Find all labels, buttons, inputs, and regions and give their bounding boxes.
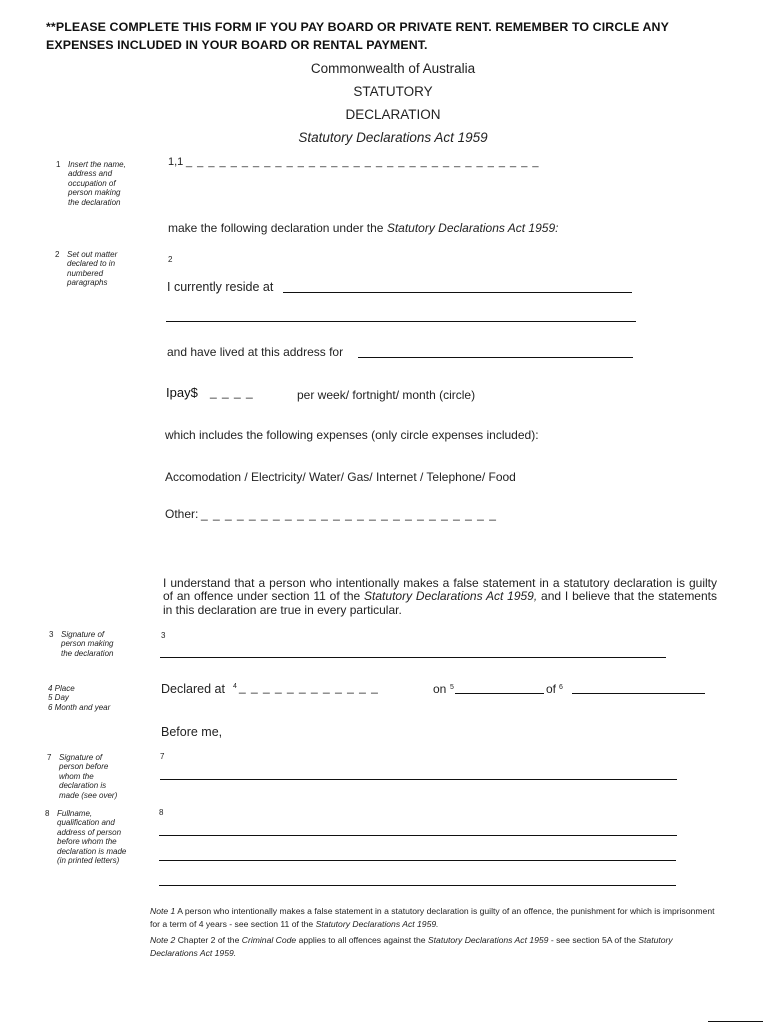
reside-field-line-2[interactable] (166, 321, 636, 322)
sidenote-2-number: 2 (55, 250, 60, 259)
sidenote-4-6 (48, 684, 138, 712)
sidenote-1-number: 1 (56, 160, 61, 169)
lived-label: and have lived at this address for (167, 345, 344, 359)
note-2-text-c: - see section 5A of the (550, 935, 636, 945)
sidenote-8 (45, 809, 131, 866)
note-2-text-a: Chapter 2 of the (177, 935, 240, 945)
declared-at-label: Declared at (161, 682, 225, 696)
sidenote-4-place: 4 Place (48, 684, 75, 693)
name-field[interactable]: _ _ _ _ _ _ _ _ _ _ _ _ _ _ _ _ _ _ _ _ _ _ _ _ _ _ _ _ _ _ _ _ (186, 156, 540, 168)
header-commonwealth: Commonwealth of Australia (310, 61, 476, 76)
day-field-line[interactable] (455, 693, 544, 694)
marker-2: 2 (168, 255, 173, 264)
sidenote-7 (47, 753, 125, 800)
sidenote-8-number: 8 (45, 809, 50, 818)
note-2-act: Statutory Declarations Act 1959 (427, 935, 549, 945)
pay-label: Ipay$ (166, 385, 198, 400)
note-2-act-2: Statutory Declarations Act 1959. (150, 935, 673, 958)
page-corner-rule (708, 1021, 763, 1022)
sidenote-1-text: Insert the name, address and occupation of person making the declaration (68, 160, 126, 207)
understanding-paragraph (163, 577, 717, 617)
understanding-act: Statutory Declarations Act 1959, (364, 589, 538, 604)
witness-signature-line[interactable] (160, 779, 677, 780)
note-1-act: Statutory Declarations Act 1959. (315, 919, 439, 929)
sidenote-7-text: Signature of person before whom the declaration is made (see over) (59, 753, 118, 800)
declaration-intro (168, 221, 558, 235)
header-act: Statutory Declarations Act 1959 (298, 130, 488, 145)
understanding-text-2: and I believe that the statements in this declaration are true in every particular. (163, 589, 717, 617)
witness-details-line-1[interactable] (159, 835, 677, 836)
sidenote-3-text: Signature of person making the declaration (61, 630, 114, 658)
sidenote-3-number: 3 (49, 630, 54, 639)
of-label: of (546, 682, 557, 696)
declaration-intro-text: make the following declaration under the (168, 221, 384, 235)
declared-place-field[interactable]: _ _ _ _ _ _ _ _ _ _ _ _ (239, 680, 379, 694)
other-label: Other: (165, 507, 199, 521)
marker-8: 8 (159, 808, 164, 817)
reside-field-line-1[interactable] (283, 292, 632, 293)
pay-amount-field[interactable]: _ _ _ _ (210, 385, 254, 399)
note-2-label: Note 2 (150, 935, 176, 945)
sidenote-5-day: 5 Day (48, 693, 69, 703)
note-2 (150, 934, 716, 960)
on-label: on (433, 682, 447, 696)
expenses-intro: which includes the following expenses (only circle expenses included): (165, 428, 539, 442)
witness-details-line-2[interactable] (159, 860, 676, 861)
declarant-signature-line[interactable] (160, 657, 666, 658)
sidenote-8-text: Fullname, qualification and address of person before whom the declaration is made (in printed letters) (57, 809, 127, 866)
understanding-text-1: I understand that a person who intentionally makes a false statement in a statutory declaration is guilty of an offence under section 11 of the (163, 576, 717, 604)
note-2-text-b: applies to all offences against the (298, 935, 426, 945)
witness-details-line-3[interactable] (159, 885, 676, 886)
sidenote-3 (49, 630, 123, 658)
form-notice: **PLEASE COMPLETE THIS FORM IF YOU PAY BOARD OR PRIVATE RENT. REMEMBER TO CIRCLE ANY EXPENSES INCLUDED IN YOUR BOARD OR RENTAL PAYMENT. (46, 20, 669, 52)
note-2-code: Criminal Code (241, 935, 297, 945)
lived-field-line[interactable] (358, 357, 633, 358)
marker-7: 7 (160, 752, 165, 761)
name-marker: 1,1 (168, 156, 184, 168)
pay-frequency-text: per week/ fortnight/ month (circle) (297, 388, 476, 402)
marker-3: 3 (161, 631, 166, 640)
reside-label: I currently reside at (167, 280, 274, 294)
on-marker: 5 (450, 684, 454, 691)
before-me: Before me, (161, 725, 223, 739)
sidenote-6-month-year: 6 Month and year (48, 702, 111, 712)
note-1-text: A person who intentionally makes a false statement in a statutory declaration is guilty of an offence, the punishment for which is imprisonment for a term of 4 years - see section 11 of the (150, 906, 715, 929)
sidenote-1 (56, 160, 132, 207)
note-1-label: Note 1 (150, 906, 176, 916)
note-1 (150, 905, 716, 931)
sidenote-2 (55, 250, 125, 288)
sidenote-7-number: 7 (47, 753, 52, 762)
sidenote-2-text: Set out matter declared to in numbered paragraphs (67, 250, 118, 288)
month-year-field-line[interactable] (572, 693, 705, 694)
expenses-list[interactable]: Accomodation / Electricity/ Water/ Gas/ Internet / Telephone/ Food (165, 470, 516, 484)
other-field[interactable]: _ _ _ _ _ _ _ _ _ _ _ _ _ _ _ _ _ _ _ _ _ _ _ _ _ (201, 507, 497, 521)
header-statutory: STATUTORY (353, 84, 433, 99)
declared-at-marker: 4 (233, 683, 237, 690)
declaration-intro-act: Statutory Declarations Act 1959: (386, 221, 559, 235)
header-declaration: DECLARATION (345, 107, 441, 122)
of-marker: 6 (559, 684, 563, 691)
